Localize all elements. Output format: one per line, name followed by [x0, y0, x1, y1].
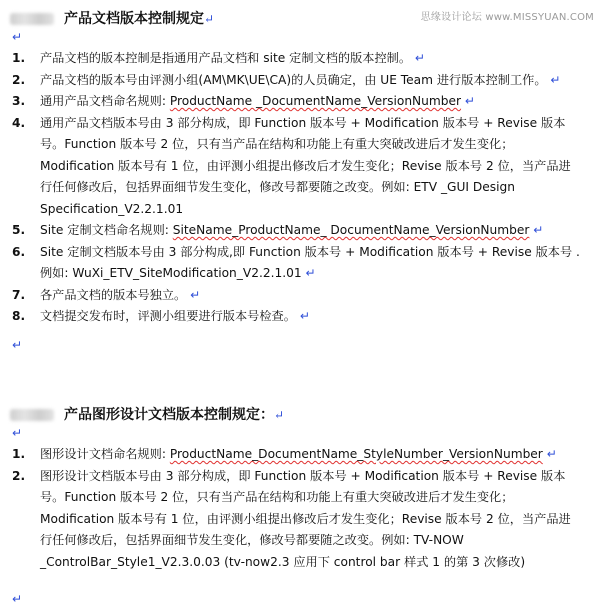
list-item — [0, 91, 580, 113]
paragraph-mark-icon: ↵ — [546, 447, 557, 461]
item-number: 8. — [12, 309, 26, 323]
paragraph-mark-icon: ↵ — [12, 426, 23, 440]
paragraph-mark-icon: ↵ — [414, 51, 425, 65]
item-text: 通用产品文档版本号由 3 部分构成，即 Function 版本号 + Modification 版本号 + Revise 版本号。Function 版本号 2 位，只有当产品在结构和功能上有重大突破改进后才发生变化；Modification 版本号有 1 位，由评测小组提出修改后才发生变化；Revise 版本号 2 位，当产品进行任何修改后，包括界面细节发生变化，修改号都要随之改变。例如: ETV _GUI Design Specification_V2.2.1.01 — [40, 115, 571, 216]
section2-heading — [10, 404, 284, 424]
list-item — [0, 306, 580, 328]
item-text: 产品文档的版本控制是指通用产品文档和 site 定制文档的版本控制。 — [40, 51, 412, 65]
list-item — [0, 48, 580, 70]
paragraph-mark-icon: ↵ — [550, 72, 561, 87]
item-number: 2. — [12, 468, 26, 483]
paragraph-mark-icon: ↵ — [190, 287, 201, 302]
item-number: 2. — [12, 72, 26, 87]
section1-list — [0, 48, 580, 328]
item-prefix: Site 定制文档命名规则: — [40, 223, 173, 237]
paragraph-mark-icon: ↵ — [464, 94, 475, 108]
paragraph-mark-icon: ↵ — [204, 12, 215, 26]
naming-pattern: SiteName_ProductName_ DocumentName_VersionNumber — [172, 223, 530, 237]
list-item — [0, 113, 580, 221]
item-number: 1. — [12, 51, 26, 65]
list-item — [0, 220, 580, 242]
list-item — [0, 242, 580, 285]
paragraph-mark-icon: ↵ — [274, 408, 285, 422]
section2-title: 产品图形设计文档版本控制规定： — [64, 407, 274, 423]
paragraph-mark-icon: ↵ — [533, 223, 544, 237]
paragraph-mark-icon: ↵ — [305, 266, 316, 280]
paragraph-mark-icon: ↵ — [12, 338, 23, 352]
section1-title: 产品文档版本控制规定 — [64, 11, 204, 27]
item-prefix: 通用产品文档命名规则: — [40, 94, 170, 108]
item-number: 1. — [12, 447, 26, 461]
item-prefix: 图形设计文档命名规则: — [40, 447, 170, 461]
section2-list — [0, 444, 580, 573]
item-number: 6. — [12, 244, 26, 259]
section1-heading — [10, 8, 214, 28]
list-item — [0, 444, 580, 466]
watermark: 思缘设计论坛 www.MISSYUAN.COM — [420, 12, 594, 23]
item-text: 图形设计文档版本号由 3 部分构成，即 Function 版本号 + Modification 版本号 + Revise 版本号。Function 版本号 2 位，只有当产品在结构和功能上有重大突破改进后才发生变化；Modification 版本号有 1 位，由评测小组提出修改后才发生变化；Revise 版本号 2 位，当产品进行任何修改后，包括界面细节发生变化，修改号都要随之改变。例如: TV-NOW _ControlBar_Style1_V2.3.0.03 (tv-now2.3 应用下 control bar 样式 1 的第 3 次修改) — [40, 468, 571, 569]
redacted-logo — [10, 409, 54, 421]
item-text: Site 定制文档版本号由 3 部分构成,即 Function 版本号 + Modification 版本号 + Revise 版本号 .例如: WuXi_ETV_SiteModification_V2.2.1.01 — [40, 244, 580, 280]
redacted-logo — [10, 13, 54, 25]
item-number: 7. — [12, 287, 26, 302]
paragraph-mark-icon: ↵ — [12, 30, 23, 44]
item-number: 3. — [12, 94, 26, 108]
item-text: 各产品文档的版本号独立。 — [40, 287, 187, 302]
paragraph-mark-icon: ↵ — [299, 309, 310, 323]
item-number: 5. — [12, 223, 26, 237]
item-number: 4. — [12, 115, 26, 130]
item-text: 产品文档的版本号由评测小组(AM\MK\UE\CA)的人员确定，由 UE Team 进行版本控制工作。 — [40, 72, 547, 87]
naming-pattern: ProductName_DocumentName_StyleNumber_VersionNumber — [169, 447, 543, 461]
naming-pattern: ProductName _DocumentName_VersionNumber — [169, 94, 462, 108]
list-item — [0, 466, 580, 574]
list-item — [0, 285, 580, 307]
item-text: 文档提交发布时，评测小组要进行版本号检查。 — [40, 309, 296, 323]
list-item — [0, 70, 580, 92]
paragraph-mark-icon: ↵ — [12, 592, 23, 606]
